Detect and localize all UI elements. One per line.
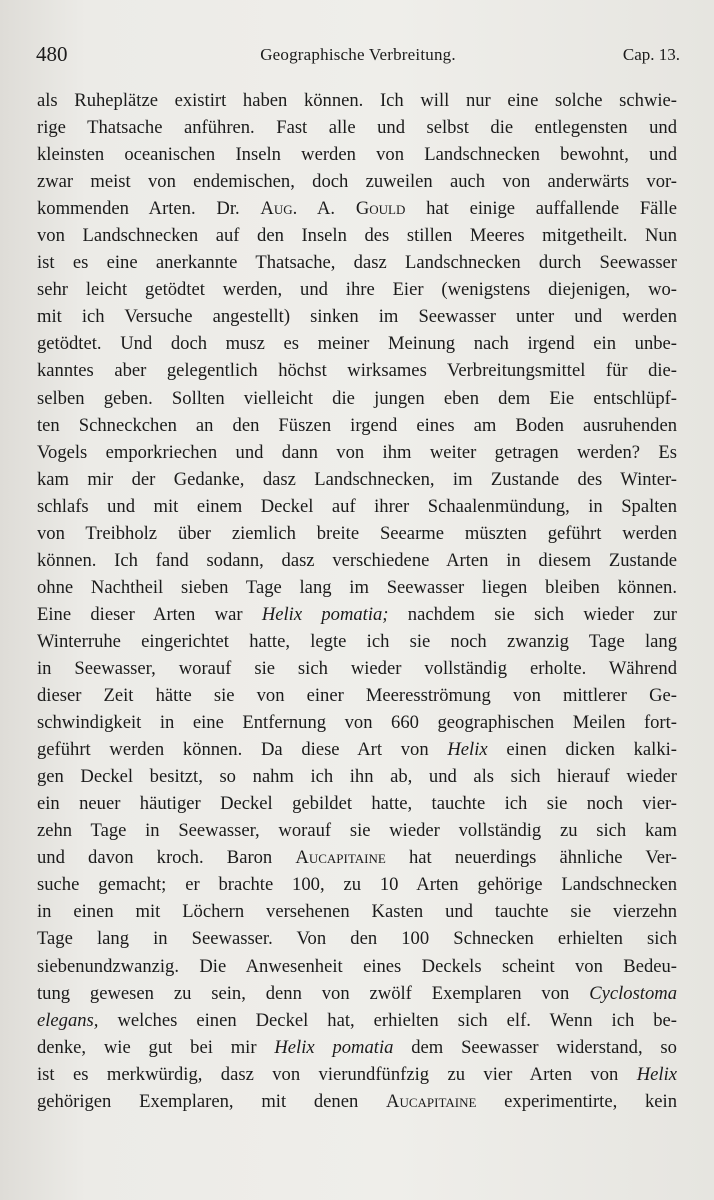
text-segment: ten Schneckchen an den Füszen irgend eines am Boden ausruhenden	[37, 414, 677, 436]
text-line	[37, 871, 677, 898]
text-segment: Vogels emporkriechen und dann von ihm weiter getragen werden? Es	[37, 441, 677, 463]
text-segment: hat neuerdings ähnliche Ver-	[385, 847, 677, 869]
text-segment: Winterruhe eingerichtet hatte, legte ich sie noch zwanzig Tage lang	[37, 630, 677, 652]
text-line	[37, 898, 677, 925]
text-line	[37, 439, 677, 466]
text-line	[37, 925, 677, 952]
text-segment: mit ich Versuche angestellt) sinken im Seewasser unter und werden	[37, 306, 677, 328]
text-line	[37, 601, 677, 628]
text-line	[37, 763, 677, 790]
text-segment: schwindigkeit in eine Entfernung von 660 geographischen Meilen fort-	[37, 712, 677, 734]
small-caps-name: Aucapitaine	[386, 1090, 477, 1112]
text-segment: ein neuer häutiger Deckel gebildet hatte, tauchte ich sie noch vier-	[37, 793, 677, 815]
text-line	[37, 330, 677, 357]
text-line	[37, 357, 677, 384]
text-segment: und davon kroch. Baron	[37, 847, 296, 869]
text-line	[37, 655, 677, 682]
text-line	[37, 141, 677, 168]
text-line	[37, 222, 677, 249]
text-line	[37, 87, 677, 114]
text-segment: siebenundzwanzig. Die Anwesenheit eines Deckels scheint von Bedeu-	[37, 955, 677, 977]
text-line	[37, 547, 677, 574]
text-segment: denke, wie gut bei mir	[37, 1036, 275, 1058]
running-header	[36, 42, 680, 72]
text-segment: zwar meist von endemischen, doch zuweilen auch von anderwärts vor-	[37, 171, 677, 193]
text-line	[37, 412, 677, 439]
italic-text: Cyclostoma	[589, 982, 677, 1004]
text-line	[37, 195, 677, 222]
text-segment: kleinsten oceanischen Inseln werden von Landschnecken bewohnt, und	[37, 144, 677, 166]
text-line	[37, 385, 677, 412]
text-segment: dem Seewasser widerstand, so	[393, 1036, 677, 1058]
text-line	[37, 303, 677, 330]
text-segment: dieser Zeit hätte sie von einer Meeresströmung von mittlerer Ge-	[37, 685, 677, 707]
text-segment: zehn Tage in Seewasser, worauf sie wieder vollständig zu sich kam	[37, 820, 677, 842]
text-segment: gen Deckel besitzt, so nahm ich ihn ab, und als sich hierauf wieder	[37, 766, 677, 788]
text-segment: von Treibholz über ziemlich breite Seearme müszten geführt werden	[37, 522, 677, 544]
text-line	[37, 980, 677, 1007]
text-segment: ohne Nachtheil sieben Tage lang im Seewasser liegen bleiben können.	[37, 576, 677, 598]
text-segment: einen dicken kalki-	[487, 739, 677, 761]
text-line	[37, 1007, 677, 1034]
text-segment: als Ruheplätze existirt haben können. Ich will nur eine solche schwie-	[37, 90, 677, 111]
text-segment: kam mir der Gedanke, dasz Landschnecken, im Zustande des Winter-	[37, 468, 677, 490]
page-number: 480	[36, 42, 68, 66]
text-segment: geführt werden können. Da diese Art von	[37, 739, 448, 761]
text-segment: Eine dieser Arten war	[37, 603, 262, 625]
text-segment: rige Thatsache anführen. Fast alle und selbst die entlegensten und	[37, 117, 677, 139]
text-segment: von Landschnecken auf den Inseln des stillen Meeres mitgetheilt. Nun	[37, 225, 677, 247]
text-line	[37, 682, 677, 709]
italic-text: Helix	[636, 1063, 677, 1085]
italic-text: Helix pomatia	[274, 1036, 394, 1058]
text-segment: ist es merkwürdig, dasz von vierundfünfzig zu vier Arten von	[37, 1063, 637, 1085]
text-segment: selben geben. Sollten vielleicht die jungen eben dem Eie entschlüpf-	[37, 387, 677, 409]
text-line	[37, 574, 677, 601]
text-segment: schlafs und mit einem Deckel auf ihrer Schaalenmündung, in Spalten	[37, 495, 677, 517]
text-segment: nachdem sie sich wieder zur	[388, 603, 677, 625]
text-line	[37, 114, 677, 141]
text-segment: in Seewasser, worauf sie sich wieder vollständig erholte. Während	[37, 657, 677, 679]
text-segment: Tage lang in Seewasser. Von den 100 Schnecken erhielten sich	[37, 928, 677, 950]
chapter-label: Cap. 13.	[622, 45, 680, 64]
text-segment: hat einige auffallende Fälle	[405, 198, 677, 220]
text-segment: gehörigen Exemplaren, mit denen	[37, 1090, 387, 1112]
text-line	[37, 953, 677, 980]
italic-text: Helix pomatia;	[261, 603, 389, 625]
text-line	[37, 276, 677, 303]
text-segment: experimentirte, kein	[476, 1090, 677, 1112]
text-segment: kanntes aber gelegentlich höchst wirksames Verbreitungsmittel für die-	[37, 360, 677, 382]
text-line	[37, 493, 677, 520]
text-line	[37, 520, 677, 547]
running-title: Geographische Verbreitung.	[260, 45, 456, 64]
text-line	[37, 736, 677, 763]
text-line	[37, 1088, 677, 1115]
text-segment: ist es eine anerkannte Thatsache, dasz Landschnecken durch Seewasser	[37, 252, 677, 274]
text-segment: in einen mit Löchern versehenen Kasten und tauchte sie vierzehn	[37, 901, 677, 923]
text-segment: können. Ich fand sodann, dasz verschiedene Arten in diesem Zustande	[37, 549, 677, 571]
text-line	[37, 1034, 677, 1061]
text-segment: suche gemacht; er brachte 100, zu 10 Arten gehörige Landschnecken	[37, 874, 677, 896]
text-line	[37, 249, 677, 276]
text-line	[37, 466, 677, 493]
text-line	[37, 709, 677, 736]
text-line	[37, 817, 677, 844]
small-caps-name: Aug. A. Gould	[260, 198, 406, 220]
text-segment: getödtet. Und doch musz es meiner Meinung nach irgend ein unbe-	[37, 333, 677, 355]
body-text	[37, 87, 677, 1115]
text-line	[37, 628, 677, 655]
text-segment: welches einen Deckel hat, erhielten sich elf. Wenn ich be-	[98, 1009, 677, 1031]
text-segment: sehr leicht getödtet werden, und ihre Eier (wenigstens diejenigen, wo-	[37, 279, 677, 301]
text-line	[37, 1061, 677, 1088]
text-line	[37, 844, 677, 871]
text-segment: kommenden Arten. Dr.	[37, 198, 261, 220]
italic-text: elegans,	[37, 1009, 99, 1031]
text-line	[37, 168, 677, 195]
text-segment: tung gewesen zu sein, denn von zwölf Exemplaren von	[37, 982, 590, 1004]
small-caps-name: Aucapitaine	[295, 847, 386, 869]
text-line	[37, 790, 677, 817]
italic-text: Helix	[447, 739, 488, 761]
